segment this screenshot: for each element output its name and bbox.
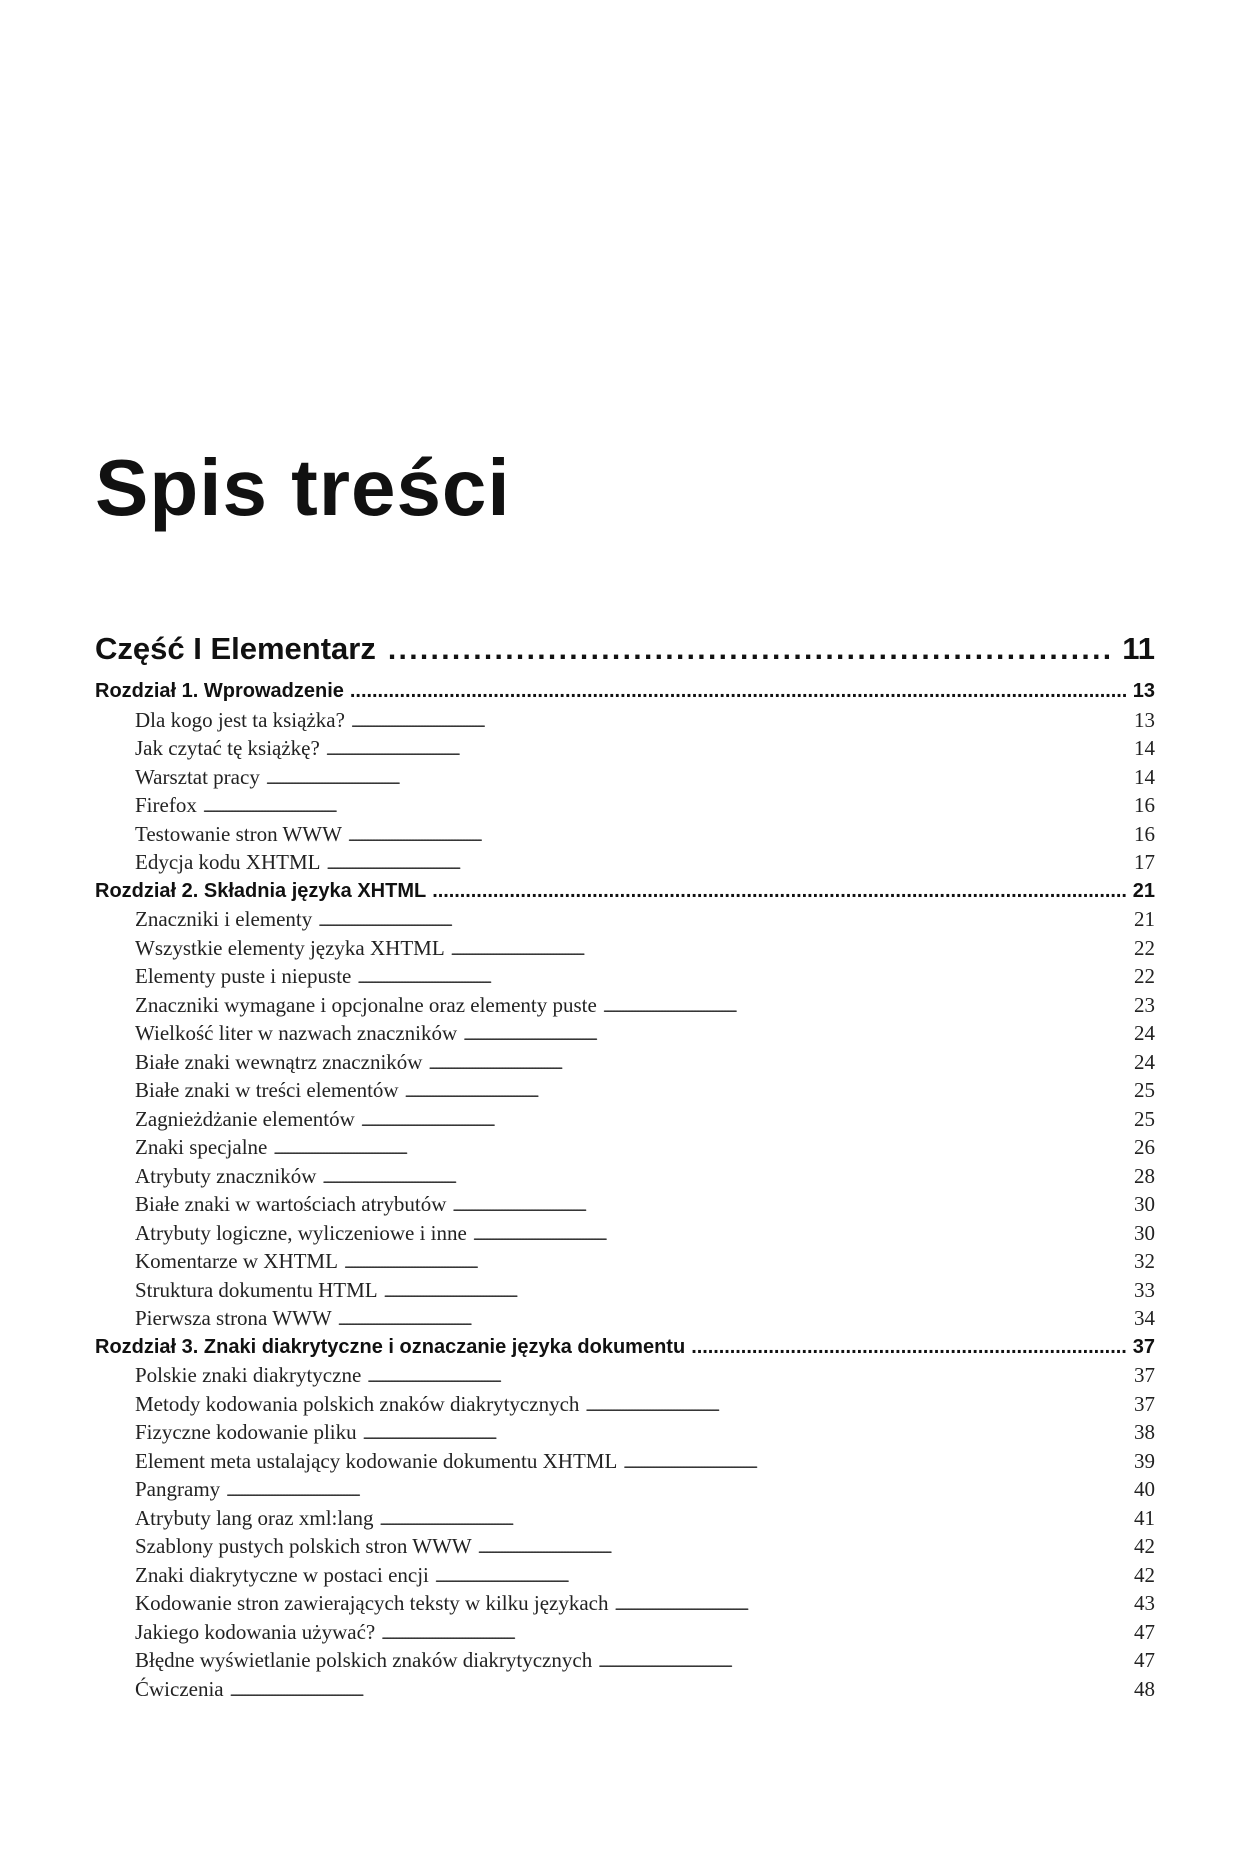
toc-entry-page: 43	[1134, 1591, 1155, 1615]
toc-leader-dots	[451, 938, 1125, 967]
toc-entry-page: 28	[1134, 1163, 1155, 1188]
toc-entry-row[interactable]	[95, 1162, 1155, 1191]
toc-chapter	[95, 877, 1155, 1333]
toc-entry-page: 16	[1134, 821, 1155, 846]
toc-entry-row[interactable]	[95, 763, 1155, 792]
toc-entry-row[interactable]	[95, 1589, 1155, 1618]
toc-entry-title: Testowanie stron WWW	[135, 821, 342, 846]
toc-entry-row[interactable]	[95, 1247, 1155, 1276]
toc-entry-title: Białe znaki w treści elementów	[135, 1078, 399, 1102]
toc-leader-dots	[344, 1251, 1125, 1280]
toc-entry-row[interactable]	[95, 1105, 1155, 1134]
toc-entry-row[interactable]	[95, 820, 1155, 849]
toc-chapter-row[interactable]	[95, 877, 1155, 906]
toc-leader-dots	[615, 1593, 1126, 1622]
toc-entry-page: 30	[1134, 1220, 1155, 1245]
toc-entry-page: 22	[1134, 964, 1155, 988]
toc-entry-page: 41	[1134, 1505, 1155, 1530]
toc-entry-title: Znaki specjalne	[135, 1135, 268, 1159]
toc-entry-row[interactable]	[95, 1561, 1155, 1590]
toc-entry-row[interactable]	[95, 1418, 1155, 1447]
toc-entry-page: 34	[1134, 1306, 1155, 1330]
toc-entry-row[interactable]	[95, 991, 1155, 1020]
toc-part-page: 11	[1122, 631, 1155, 666]
toc-entry-row[interactable]	[95, 1276, 1155, 1305]
toc-leader-dots	[230, 1679, 1125, 1708]
toc-entry-row[interactable]	[95, 1447, 1155, 1476]
toc-part-row[interactable]	[95, 625, 1155, 673]
toc-leader-dots	[266, 767, 1125, 796]
page-title: Spis treści	[95, 443, 511, 532]
toc-leader-dots	[351, 710, 1125, 739]
toc-leader-dots	[691, 1333, 1127, 1362]
toc-entry-page: 21	[1134, 907, 1155, 931]
toc-entry-page: 42	[1134, 1534, 1155, 1558]
toc-entry-page: 47	[1134, 1648, 1155, 1672]
toc-chapter-title: Rozdział 3. Znaki diakrytyczne i oznaczanie języka dokumentu	[95, 1335, 686, 1358]
toc-entry-title: Znaczniki i elementy	[135, 907, 313, 931]
toc-chapter	[95, 677, 1155, 877]
toc-entry-row[interactable]	[95, 848, 1155, 877]
toc-entry-page: 32	[1134, 1249, 1155, 1273]
toc-entry-title: Element meta ustalający kodowanie dokumentu XHTML	[135, 1448, 618, 1473]
toc-entry-page: 25	[1134, 1106, 1155, 1131]
toc-leader-dots	[405, 1080, 1125, 1109]
toc-entry-row[interactable]	[95, 1076, 1155, 1105]
toc-entry-page: 24	[1134, 1021, 1155, 1045]
toc-entry-row[interactable]	[95, 905, 1155, 934]
toc-entry-page: 37	[1134, 1391, 1155, 1416]
toc-entry-page: 26	[1134, 1135, 1155, 1159]
toc-leader-dots	[603, 995, 1125, 1024]
toc-leader-dots	[348, 824, 1125, 853]
toc-leader-dots	[598, 1650, 1125, 1679]
toc-entry-page: 22	[1134, 935, 1155, 960]
toc-part-title: Część I Elementarz	[95, 631, 376, 666]
toc-chapter-page: 13	[1132, 680, 1155, 702]
toc-chapter-row[interactable]	[95, 677, 1155, 706]
toc-chapters	[95, 677, 1155, 1703]
toc-leader-dots	[428, 1052, 1125, 1081]
toc-leader-dots	[432, 877, 1127, 906]
toc-leader-dots	[384, 1280, 1125, 1309]
toc-entry-title: Wszystkie elementy języka XHTML	[135, 935, 445, 960]
toc-entry-page: 37	[1134, 1363, 1155, 1387]
toc-entry-title: Struktura dokumentu HTML	[135, 1277, 378, 1302]
toc-chapter-title: Rozdział 2. Składnia języka XHTML	[95, 879, 427, 902]
toc-entry-page: 47	[1134, 1619, 1155, 1644]
toc-entry-page: 25	[1134, 1078, 1155, 1102]
toc-leader-dots	[388, 626, 1110, 674]
toc-leader-dots	[350, 677, 1127, 706]
toc-chapter	[95, 1333, 1155, 1704]
toc-entry-page: 14	[1134, 764, 1155, 789]
toc-entry-title: Metody kodowania polskich znaków diakrytycznych	[135, 1391, 580, 1416]
toc-entry-title: Znaki diakrytyczne w postaci encji	[135, 1562, 429, 1587]
toc-entry-row[interactable]	[95, 962, 1155, 991]
toc-entry-title: Warsztat pracy	[135, 764, 260, 789]
toc-entry-title: Edycja kodu XHTML	[135, 850, 321, 874]
toc-leader-dots	[273, 1137, 1125, 1166]
toc-entry-row[interactable]	[95, 1475, 1155, 1504]
toc-entry-row[interactable]	[95, 1618, 1155, 1647]
toc-entry-title: Białe znaki wewnątrz znaczników	[135, 1049, 423, 1074]
table-of-contents	[95, 625, 1155, 1703]
toc-entry-title: Ćwiczenia	[135, 1676, 224, 1701]
toc-leader-dots	[478, 1536, 1125, 1565]
toc-entry-title: Atrybuty logiczne, wyliczeniowe i inne	[135, 1220, 467, 1245]
toc-leader-dots	[623, 1451, 1125, 1480]
toc-leader-dots	[361, 1109, 1125, 1138]
toc-entry-title: Fizyczne kodowanie pliku	[135, 1420, 357, 1444]
toc-entry-title: Komentarze w XHTML	[135, 1249, 338, 1273]
toc-entry-row[interactable]	[95, 1304, 1155, 1333]
toc-entry-page: 17	[1134, 850, 1155, 874]
toc-entry-title: Kodowanie stron zawierających teksty w kilku językach	[135, 1591, 609, 1615]
toc-entry-title: Szablony pustych polskich stron WWW	[135, 1534, 472, 1558]
toc-chapter-page: 21	[1132, 879, 1155, 902]
toc-entry-row[interactable]	[95, 1390, 1155, 1419]
toc-entry-row[interactable]	[95, 1019, 1155, 1048]
toc-leader-dots	[585, 1394, 1125, 1423]
toc-entry-page: 48	[1134, 1676, 1155, 1701]
toc-entry-page: 30	[1134, 1192, 1155, 1216]
toc-entry-title: Firefox	[135, 793, 197, 817]
toc-chapter-row[interactable]	[95, 1333, 1155, 1362]
toc-chapter-page: 37	[1132, 1335, 1155, 1358]
toc-entry-page: 40	[1134, 1477, 1155, 1501]
toc-entry-title: Pierwsza strona WWW	[135, 1306, 332, 1330]
toc-leader-dots	[380, 1508, 1125, 1537]
toc-entry-page: 14	[1134, 736, 1155, 760]
toc-entry-title: Zagnieżdżanie elementów	[135, 1106, 355, 1131]
toc-entry-row[interactable]	[95, 791, 1155, 820]
toc-entry-title: Białe znaki w wartościach atrybutów	[135, 1192, 447, 1216]
toc-entry-row[interactable]	[95, 1190, 1155, 1219]
toc-entry-page: 38	[1134, 1420, 1155, 1444]
toc-entry-title: Dla kogo jest ta książka?	[135, 707, 345, 732]
toc-entry-title: Atrybuty znaczników	[135, 1163, 317, 1188]
toc-entry-title: Pangramy	[135, 1477, 221, 1501]
toc-entry-row[interactable]	[95, 1361, 1155, 1390]
toc-entry-row[interactable]	[95, 706, 1155, 735]
toc-entry-page: 33	[1134, 1277, 1155, 1302]
toc-entry-page: 24	[1134, 1049, 1155, 1074]
toc-entry-row[interactable]	[95, 1646, 1155, 1675]
toc-entry-title: Znaczniki wymagane i opcjonalne oraz elementy puste	[135, 992, 597, 1017]
toc-entry-title: Elementy puste i niepuste	[135, 964, 352, 988]
toc-entry-row[interactable]	[95, 934, 1155, 963]
toc-entry-title: Atrybuty lang oraz xml:lang	[135, 1505, 374, 1530]
toc-entry-row[interactable]	[95, 1133, 1155, 1162]
toc-entry-page: 39	[1134, 1448, 1155, 1473]
toc-entry-title: Jak czytać tę książkę?	[135, 736, 320, 760]
toc-entry-row[interactable]	[95, 1504, 1155, 1533]
toc-entry-row[interactable]	[95, 1675, 1155, 1704]
toc-entry-row[interactable]	[95, 1048, 1155, 1077]
toc-entry-page: 13	[1134, 707, 1155, 732]
toc-entry-title: Jakiego kodowania używać?	[135, 1619, 376, 1644]
toc-leader-dots	[326, 738, 1125, 767]
toc-entry-page: 42	[1134, 1562, 1155, 1587]
toc-entry-title: Wielkość liter w nazwach znaczników	[135, 1021, 458, 1045]
toc-entry-page: 16	[1134, 793, 1155, 817]
toc-chapter-title: Rozdział 1. Wprowadzenie	[95, 680, 344, 702]
toc-entry-row[interactable]	[95, 1532, 1155, 1561]
toc-entry-row[interactable]	[95, 734, 1155, 763]
toc-entry-row[interactable]	[95, 1219, 1155, 1248]
toc-entry-page: 23	[1134, 992, 1155, 1017]
toc-leader-dots	[473, 1223, 1125, 1252]
toc-leader-dots	[452, 1194, 1125, 1223]
toc-entry-title: Polskie znaki diakrytyczne	[135, 1363, 362, 1387]
toc-leader-dots	[463, 1023, 1125, 1052]
toc-entry-title: Błędne wyświetlanie polskich znaków diakrytycznych	[135, 1648, 593, 1672]
